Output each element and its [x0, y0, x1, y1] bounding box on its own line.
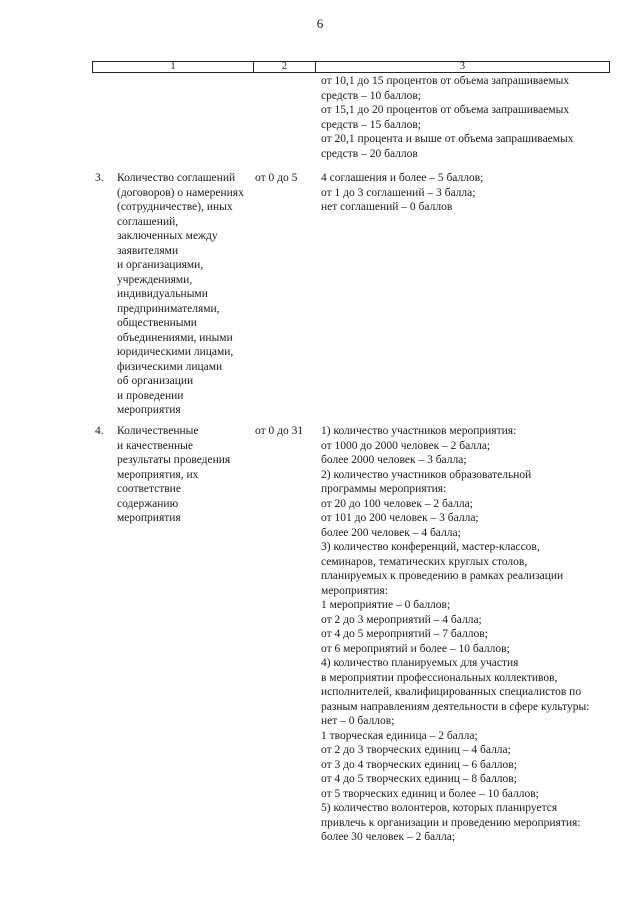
title-line: мероприятия — [117, 512, 181, 524]
page-number: 6 — [316, 16, 324, 31]
title-line: заявителями — [117, 244, 179, 257]
criteria-line: нет соглашений – 0 баллов — [321, 201, 453, 213]
criteria-line: планируемых к проведению в рамках реализации — [321, 570, 564, 582]
criteria-line: от 3 до 4 творческих единиц – 6 баллов; — [321, 758, 517, 771]
row-number: 3. — [95, 172, 104, 184]
criteria-line: от 101 до 200 человек – 3 балла; — [321, 512, 479, 524]
title-line: соответствие — [117, 483, 181, 495]
title-line: и качественные — [117, 439, 193, 452]
score-range: от 0 до 31 — [255, 425, 304, 437]
criteria-line: от 20,1 процента и выше от объема запрашиваемых — [321, 133, 574, 145]
criteria-line: от 6 мероприятий и более – 10 баллов; — [321, 642, 510, 655]
criteria-line: от 4 до 5 творческих единиц – 8 баллов; — [321, 773, 517, 785]
criteria-line: разным направлениям деятельности в сфере культуры: — [321, 700, 590, 713]
scoring-criteria — [321, 171, 611, 215]
criteria-line: от 2 до 3 творческих единиц – 4 балла; — [321, 744, 511, 756]
criteria-line: 1 мероприятие – 0 баллов; — [321, 599, 451, 611]
row-number: 4. — [95, 425, 104, 437]
criteria-line: более 200 человек – 4 балла; — [321, 526, 461, 539]
criteria-line: 5) количество волонтеров, которых планируется — [321, 802, 558, 814]
title-line: физическими лицами — [117, 360, 223, 373]
criteria-line: исполнителей, квалифицированных специалистов по — [321, 686, 582, 698]
criteria-line: привлечь к организации и проведению мероприятия: — [321, 816, 581, 829]
criteria-line: от 20 до 100 человек – 2 балла; — [321, 497, 473, 510]
criteria-line: 1 творческая единица – 2 балла; — [321, 729, 478, 742]
criteria-line: мероприятия: — [321, 584, 388, 597]
continued-criteria-text — [321, 74, 611, 161]
title-line: заключенных между — [117, 230, 218, 242]
criteria-line: средств – 20 баллов — [321, 147, 418, 160]
title-line: соглашений, — [117, 215, 179, 228]
title-line: мероприятия, их — [117, 468, 199, 481]
title-line: юридическими лицами, — [117, 346, 234, 358]
criteria-line: 3) количество конференций, мастер-классов, — [321, 541, 540, 553]
criteria-line: от 1 до 3 соглашений – 3 балла; — [321, 186, 476, 199]
column-header-2: 2 — [254, 62, 316, 72]
title-line: содержанию — [117, 497, 179, 510]
criteria-line: средств – 10 баллов; — [321, 89, 422, 102]
title-line: предпринимателями, — [117, 302, 220, 315]
criteria-line: от 4 до 5 мероприятий – 7 баллов; — [321, 628, 488, 640]
title-line: (договоров) о намерениях — [117, 186, 244, 199]
criteria-line: от 2 до 3 мероприятий – 4 балла; — [321, 613, 482, 626]
title-line: учреждениями, — [117, 273, 193, 286]
column-header-3: 3 — [460, 61, 465, 72]
criteria-line: от 10,1 до 15 процентов от объема запрашиваемых — [321, 75, 570, 87]
title-line: общественными — [117, 317, 197, 329]
criteria-line: от 1000 до 2000 человек – 2 балла; — [321, 439, 491, 452]
table-header-row — [92, 61, 610, 73]
criteria-line: программы мероприятия: — [321, 483, 447, 495]
criteria-line: семинаров, тематических круглых столов, — [321, 555, 528, 568]
title-line: и организациями, — [117, 259, 204, 271]
criteria-line: более 2000 человек – 3 балла; — [321, 454, 467, 466]
criterion-title — [117, 424, 255, 526]
criteria-line: более 30 человек – 2 балла; — [321, 831, 456, 843]
title-line: и проведении — [117, 389, 184, 402]
score-range: от 0 до 5 — [255, 172, 298, 184]
title-line: (сотрудничестве), иных — [117, 201, 233, 213]
title-line: Количественные — [117, 425, 199, 437]
criteria-line: 4 соглашения и более – 5 баллов; — [321, 172, 484, 184]
scoring-criteria — [321, 424, 611, 845]
column-header-1: 1 — [93, 62, 254, 72]
criteria-line: 1) количество участников мероприятия: — [321, 425, 517, 437]
criteria-line: нет – 0 баллов; — [321, 715, 395, 727]
title-line: объединениями, иными — [117, 331, 233, 344]
title-line: об организации — [117, 375, 194, 387]
title-line: Количество соглашений — [117, 172, 236, 184]
criteria-line: 2) количество участников образовательной — [321, 468, 532, 481]
criteria-line: 4) количество планируемых для участия — [321, 657, 519, 669]
criterion-title — [117, 171, 255, 418]
title-line: индивидуальными — [117, 288, 208, 300]
criteria-line: средств – 15 баллов; — [321, 118, 422, 131]
criteria-line: от 15,1 до 20 процентов от объема запрашиваемых — [321, 104, 570, 116]
criteria-line: от 5 творческих единиц и более – 10 баллов; — [321, 787, 539, 800]
criteria-line: в мероприятии профессиональных коллективов, — [321, 671, 558, 684]
title-line: мероприятия — [117, 404, 181, 416]
title-line: результаты проведения — [117, 454, 231, 466]
